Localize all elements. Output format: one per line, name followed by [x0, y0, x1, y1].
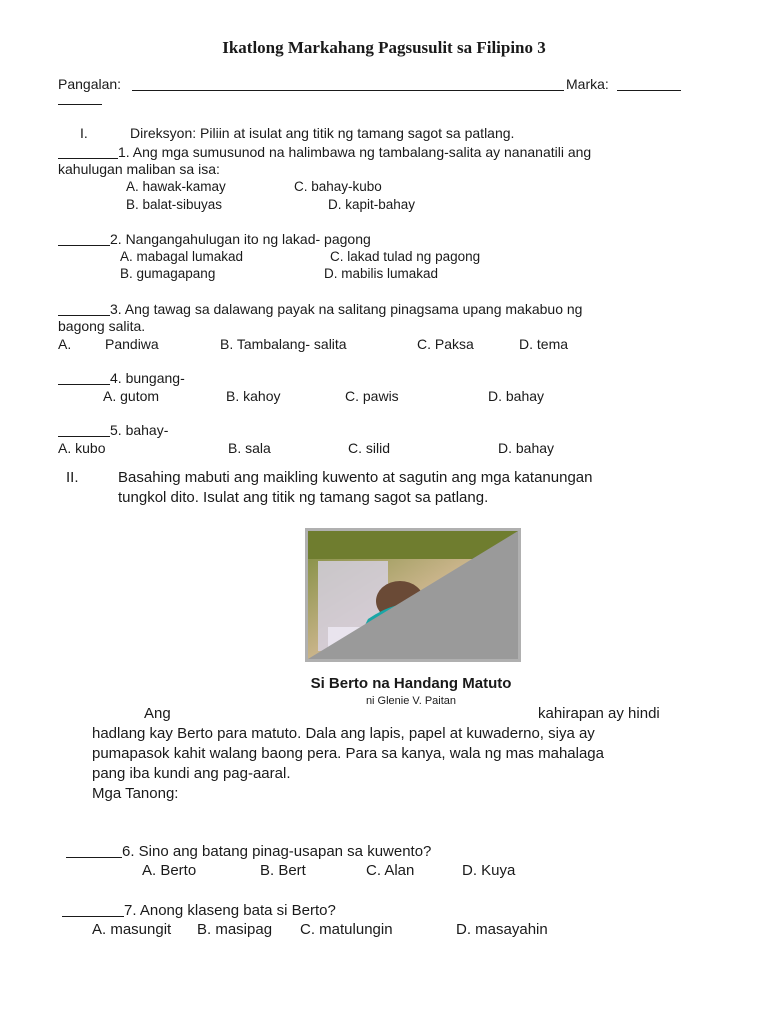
story-author: ni Glenie V. Paitan — [365, 695, 457, 707]
q3-choice-a: Pandiwa — [105, 336, 159, 352]
q6-choice-a: A. Berto — [142, 862, 197, 879]
q5-choice-d: D. bahay — [498, 440, 555, 456]
story-first-word: Ang — [144, 705, 171, 722]
q1-choice-d: D. kapit-bahay — [328, 197, 416, 212]
name-blank[interactable] — [132, 90, 564, 91]
q6-choice-d: D. Kuya — [462, 862, 516, 879]
q4-choice-b: B. kahoy — [226, 388, 281, 404]
question-1-cont: kahulugan maliban sa isa: — [58, 161, 220, 177]
q3-choice-a-letter: A. — [58, 336, 72, 352]
q3-choice-d: D. tema — [519, 336, 569, 352]
q3-choice-c: C. Paksa — [417, 336, 474, 352]
q6-choice-b: B. Bert — [260, 862, 306, 879]
q1-choice-b: B. balat-sibuyas — [126, 197, 223, 212]
q2-choice-a: A. mabagal lumakad — [120, 249, 244, 264]
child-reading-photo — [305, 528, 521, 662]
answer-blank-q6[interactable] — [66, 857, 122, 858]
story-line-3: pumapasok kahit walang baong pera. Para sa kanya, wala ng mas mahalaga — [92, 745, 604, 762]
score-blank-continued[interactable] — [58, 104, 102, 105]
q5-choice-c: C. silid — [348, 440, 391, 456]
q4-choice-c: C. pawis — [345, 388, 399, 404]
q4-choice-a: A. gutom — [103, 388, 160, 404]
question-4: 4. bungang- — [110, 370, 185, 386]
q7-choice-b: B. masipag — [197, 921, 273, 938]
q1-choice-a: A. hawak-kamay — [126, 179, 226, 194]
part2-direction-cont: tungkol dito. Isulat ang titik ng tamang sagot sa patlang. — [118, 489, 489, 506]
story-line-2: hadlang kay Berto para matuto. Dala ang lapis, papel at kuwaderno, siya ay — [92, 725, 595, 742]
question-3: 3. Ang tawag sa dalawang payak na salitang pinagsama upang makabuo ng — [110, 301, 583, 317]
part1-numeral: I. — [80, 125, 88, 141]
page-title: Ikatlong Markahang Pagsusulit sa Filipino 3 — [222, 38, 546, 57]
q3-choice-b: B. Tambalang- salita — [220, 336, 347, 352]
questions-label: Mga Tanong: — [92, 785, 179, 802]
story-title: Si Berto na Handang Matuto — [310, 675, 512, 692]
answer-blank-q4[interactable] — [58, 384, 110, 385]
part2-numeral: II. — [66, 469, 79, 486]
q1-choice-c: C. bahay-kubo — [294, 179, 382, 194]
question-6: 6. Sino ang batang pinag-usapan sa kuwento? — [122, 843, 432, 860]
q2-choice-c: C. lakad tulad ng pagong — [330, 249, 481, 264]
answer-blank-q3[interactable] — [58, 315, 110, 316]
question-1: 1. Ang mga sumusunod na halimbawa ng tambalang-salita ay nananatili ang — [118, 144, 592, 160]
answer-blank-q1[interactable] — [58, 158, 118, 159]
q6-choice-c: C. Alan — [366, 862, 415, 879]
question-2: 2. Nangangahulugan ito ng lakad- pagong — [110, 231, 371, 247]
q2-choice-b: B. gumagapang — [120, 266, 216, 281]
q7-choice-d: D. masayahin — [456, 921, 548, 938]
answer-blank-q5[interactable] — [58, 436, 110, 437]
q4-choice-d: D. bahay — [488, 388, 545, 404]
score-blank[interactable] — [617, 90, 681, 91]
part2-direction: Basahing mabuti ang maikling kuwento at sagutin ang mga katanungan — [118, 469, 593, 486]
q7-choice-a: A. masungit — [92, 921, 172, 938]
q5-choice-b: B. sala — [228, 440, 271, 456]
q7-choice-c: C. matulungin — [300, 921, 393, 938]
answer-blank-q7[interactable] — [62, 916, 124, 917]
question-3-cont: bagong salita. — [58, 318, 146, 334]
name-label: Pangalan: — [58, 76, 122, 92]
q2-choice-d: D. mabilis lumakad — [324, 266, 439, 281]
answer-blank-q2[interactable] — [58, 245, 110, 246]
question-5: 5. bahay- — [110, 422, 169, 438]
part1-direction: Direksyon: Piliin at isulat ang titik ng tamang sagot sa patlang. — [130, 125, 515, 141]
story-line-1-end: kahirapan ay hindi — [538, 705, 660, 722]
question-7: 7. Anong klaseng bata si Berto? — [124, 902, 336, 919]
q5-choice-a: A. kubo — [58, 440, 106, 456]
photo-illustration — [308, 531, 518, 659]
story-line-4: pang iba kundi ang pag-aaral. — [92, 765, 291, 782]
score-label: Marka: — [566, 76, 609, 92]
